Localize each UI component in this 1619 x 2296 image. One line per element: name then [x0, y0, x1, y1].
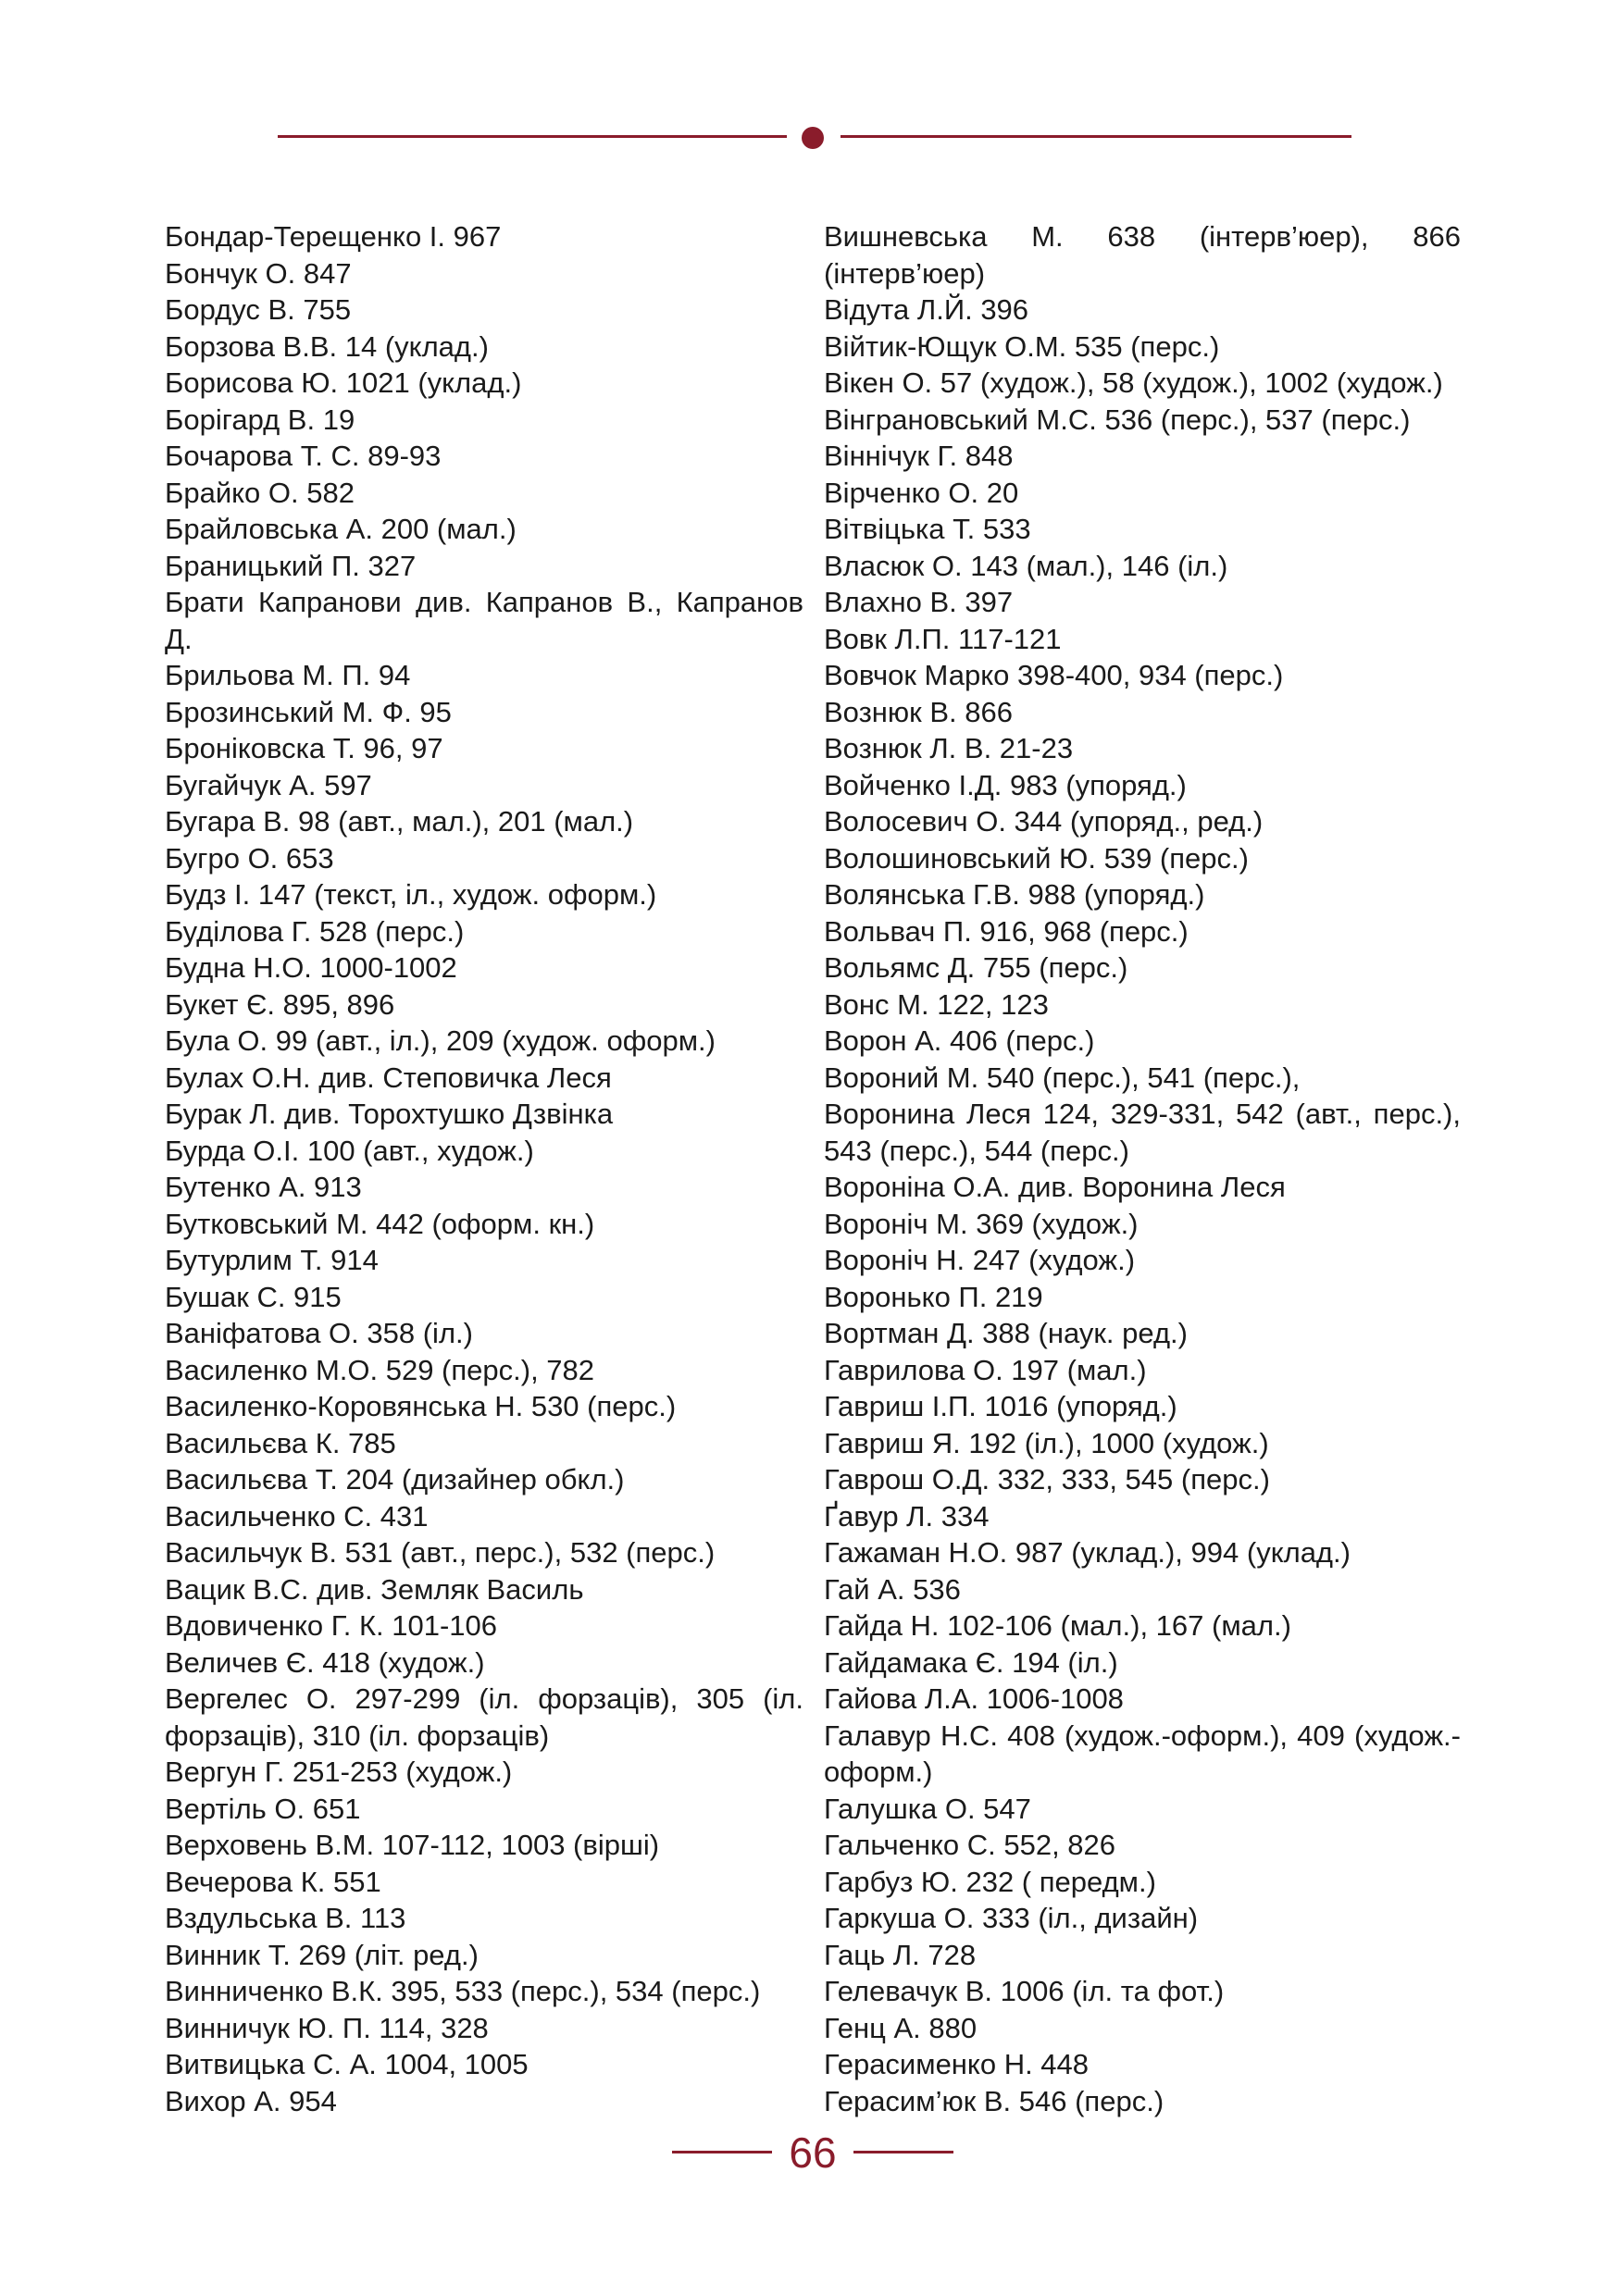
index-entry: Ваніфатова О. 358 (іл.) [165, 1317, 473, 1349]
footer-rule-right [853, 2151, 953, 2153]
index-entry: Гайова Л.А. 1006-1008 [824, 1682, 1124, 1715]
index-entry: Бутурлим Т. 914 [165, 1244, 379, 1276]
index-entry: Галушка О. 547 [824, 1792, 1031, 1825]
index-entry: Гарбуз Ю. 232 ( передм.) [824, 1865, 1156, 1898]
index-column-left [165, 218, 803, 2119]
index-entry: Борзова В.В. 14 (уклад.) [165, 329, 489, 363]
top-rule-left-line [278, 135, 787, 138]
index-entry: Гавриш Я. 192 (іл.), 1000 (худож.) [824, 1426, 1269, 1459]
index-entry: Вознюк В. 866 [824, 695, 1013, 728]
index-entry: Вацик В.С. див. Земляк Василь [165, 1572, 584, 1606]
index-entry: Вороніч Н. 247 (худож.) [824, 1244, 1136, 1276]
index-entry: Гавриш І.П. 1016 (упоряд.) [824, 1390, 1177, 1422]
index-entry: Брати Капранови див. Капранов В., Капранов Д. [165, 586, 803, 655]
index-entry: Вороний М. 540 (перс.), 541 (перс.), [824, 1061, 1301, 1094]
index-column-right [824, 218, 1461, 2119]
index-entry: Верховень В.М. 107-112, 1003 (вірші) [165, 1829, 660, 1861]
index-entry: Борисова Ю. 1021 (уклад.) [165, 366, 522, 399]
index-entry: Гаврош О.Д. 332, 333, 545 (перс.) [824, 1463, 1270, 1496]
index-entry: Воронько П. 219 [824, 1280, 1043, 1313]
index-entry: Бугара В. 98 (авт., мал.), 201 (мал.) [165, 805, 634, 838]
index-entry: Броніковска Т. 96, 97 [165, 732, 443, 764]
index-entry: Вінграновський М.С. 536 (перс.), 537 (перс.) [824, 403, 1411, 436]
index-entry: Власюк О. 143 (мал.), 146 (іл.) [824, 549, 1228, 582]
index-entry: Вздульська В. 113 [165, 1902, 406, 1934]
index-entry: Бондар-Терещенко І. 967 [165, 220, 502, 253]
index-entry: Волошиновський Ю. 539 (перс.) [824, 841, 1249, 875]
index-entry: Вонс М. 122, 123 [824, 987, 1049, 1021]
index-entry: Браницький П. 327 [165, 549, 417, 582]
index-entry: Винник Т. 269 (літ. ред.) [165, 1938, 479, 1971]
index-entry: Вовчок Марко 398-400, 934 (перс.) [824, 659, 1284, 691]
index-entry: Булах О.Н. див. Степовичка Леся [165, 1061, 612, 1094]
index-entry: Васильчук В. 531 (авт., перс.), 532 (перс.) [165, 1536, 716, 1569]
index-entry: Гайда Н. 102-106 (мал.), 167 (мал.) [824, 1609, 1291, 1642]
index-entry: Бугайчук А. 597 [165, 768, 372, 801]
index-entry: Брозинський М. Ф. 95 [165, 695, 452, 728]
index-entry: Волянська Г.В. 988 (упоряд.) [824, 878, 1205, 911]
index-entry: Вороніна О.А. див. Воронина Леся [824, 1171, 1286, 1203]
index-entry: Гайдамака Є. 194 (іл.) [824, 1645, 1118, 1679]
index-entry: Величев Є. 418 (худож.) [165, 1645, 485, 1679]
footer-rule-left [672, 2151, 772, 2153]
index-entry: Будна Н.О. 1000-1002 [165, 951, 457, 984]
index-entry: Вергелес О. 297-299 (іл. форзаців), 305 (іл. форзаців), 310 (іл. форзаців) [165, 1682, 803, 1752]
index-entry: Вечерова К. 551 [165, 1865, 381, 1898]
page-footer [0, 2125, 1619, 2180]
index-entry: Бурда О.І. 100 (авт., худож.) [165, 1134, 534, 1167]
index-entry: Брильова М. П. 94 [165, 659, 411, 691]
index-entry: Бончук О. 847 [165, 256, 352, 290]
index-entry: Війтик-Ющук О.М. 535 (перс.) [824, 329, 1220, 363]
index-entry: Вірченко О. 20 [824, 476, 1019, 509]
index-entry: Васильєва Т. 204 (дизайнер обкл.) [165, 1463, 625, 1496]
index-entry: Влахно В. 397 [824, 586, 1014, 618]
index-entry: Бушак С. 915 [165, 1280, 342, 1313]
index-entry: Василенко М.О. 529 (перс.), 782 [165, 1353, 595, 1386]
index-entry: Вольвач П. 916, 968 (перс.) [824, 914, 1189, 948]
index-entry: Гаць Л. 728 [824, 1938, 977, 1971]
index-entry: Витвицька С. А. 1004, 1005 [165, 2048, 529, 2080]
index-entry: Гай А. 536 [824, 1572, 961, 1606]
index-entry: Васильєва К. 785 [165, 1426, 396, 1459]
top-rule-dot [802, 127, 824, 149]
index-entry: Бурак Л. див. Торохтушко Дзвінка [165, 1098, 614, 1130]
index-entry: Генц А. 880 [824, 2011, 978, 2044]
index-entry: Була О. 99 (авт., іл.), 209 (худож. оформ.) [165, 1024, 716, 1057]
index-entry: Вознюк Л. В. 21-23 [824, 732, 1074, 764]
index-entry: Винниченко В.К. 395, 533 (перс.), 534 (перс.) [165, 1975, 761, 2007]
page-number: 66 [789, 2128, 837, 2177]
index-entry: Віннічук Г. 848 [824, 440, 1014, 472]
index-entry: Вдовиченко Г. К. 101-106 [165, 1609, 497, 1642]
index-entry: Відута Л.Й. 396 [824, 293, 1029, 326]
index-entry: Букет Є. 895, 896 [165, 987, 395, 1021]
index-entry: Вороніч М. 369 (худож.) [824, 1207, 1139, 1240]
index-entry: Винничук Ю. П. 114, 328 [165, 2011, 489, 2044]
index-entry: Вітвіцька Т. 533 [824, 513, 1031, 545]
index-entry: Бугро О. 653 [165, 841, 334, 875]
index-entry: Воронина Леся 124, 329-331, 542 (авт., перс.), 543 (перс.), 544 (перс.) [824, 1098, 1461, 1167]
index-entry: Вортман Д. 388 (наук. ред.) [824, 1317, 1188, 1349]
index-entry: Бордус В. 755 [165, 293, 352, 326]
index-entry: Бочарова Т. С. 89-93 [165, 440, 442, 472]
index-entry: Гажаман Н.О. 987 (уклад.), 994 (уклад.) [824, 1536, 1351, 1569]
index-entry: Вергун Г. 251-253 (худож.) [165, 1756, 513, 1788]
index-entry: Гаркуша О. 333 (іл., дизайн) [824, 1902, 1199, 1934]
index-entry: Гаврилова О. 197 (мал.) [824, 1353, 1147, 1386]
index-entry: Будз І. 147 (текст, іл., худож. оформ.) [165, 878, 657, 911]
index-entry: Вишневська М. 638 (інтерв’юер), 866 (інтерв’юер) [824, 220, 1461, 290]
index-entry: Василенко-Коровянська Н. 530 (перс.) [165, 1390, 677, 1422]
index-entry: Вікен О. 57 (худож.), 58 (худож.), 1002 (худож.) [824, 366, 1443, 399]
index-entry: Вовк Л.П. 117-121 [824, 622, 1062, 655]
index-entry: Герасименко Н. 448 [824, 2048, 1090, 2080]
index-entry: Брайко О. 582 [165, 476, 355, 509]
index-entry: Бутенко А. 913 [165, 1171, 362, 1203]
index-entry: Вертіль О. 651 [165, 1792, 361, 1825]
index-entry: Васильченко С. 431 [165, 1499, 429, 1533]
index-entry: Брайловська А. 200 (мал.) [165, 513, 517, 545]
index-entry: Бутковський М. 442 (оформ. кн.) [165, 1207, 595, 1240]
index-entry: Вихор А. 954 [165, 2084, 337, 2117]
index-entry: Гальченко С. 552, 826 [824, 1829, 1116, 1861]
top-decorative-rule [278, 126, 1351, 148]
index-entry: Вольямс Д. 755 (перс.) [824, 951, 1128, 984]
index-entry: Гелевачук В. 1006 (іл. та фот.) [824, 1975, 1225, 2007]
index-entry: Ґавур Л. 334 [824, 1499, 990, 1533]
top-rule-right-line [841, 135, 1351, 138]
index-entry: Ворон А. 406 (перс.) [824, 1024, 1095, 1057]
index-entry: Герасим’юк В. 546 (перс.) [824, 2084, 1164, 2117]
index-entry: Галавур Н.С. 408 (худож.-оформ.), 409 (худож.-оформ.) [824, 1719, 1461, 1788]
index-entry: Буділова Г. 528 (перс.) [165, 914, 465, 948]
index-entry: Войченко І.Д. 983 (упоряд.) [824, 768, 1187, 801]
index-entry: Борігард В. 19 [165, 403, 355, 436]
index-entry: Волосевич О. 344 (упоряд., ред.) [824, 805, 1264, 838]
